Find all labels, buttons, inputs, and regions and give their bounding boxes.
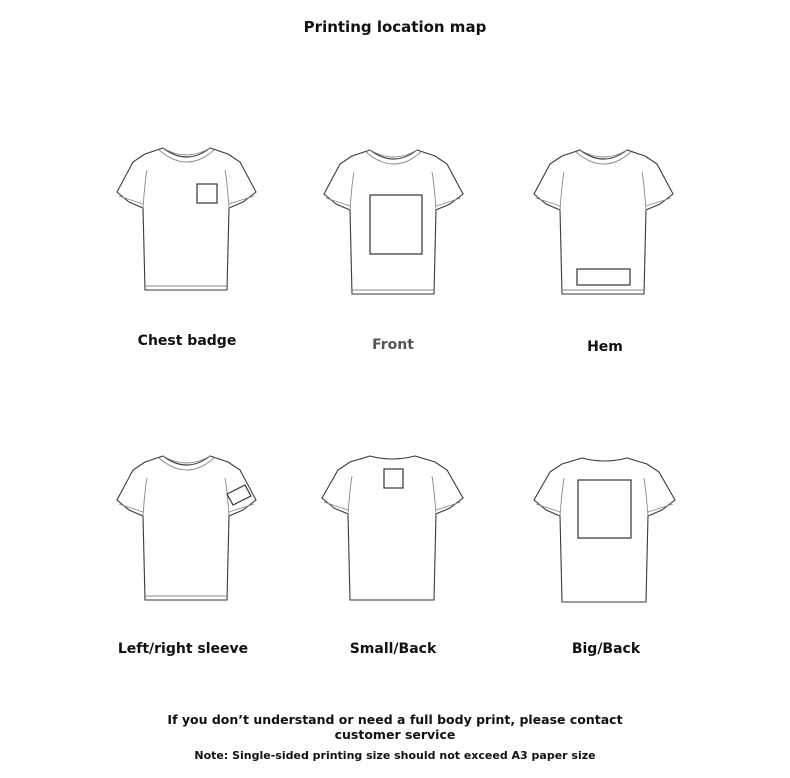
print-area-front [370, 195, 422, 254]
print-area-chest [197, 184, 217, 203]
shirt-big-back [532, 452, 677, 612]
tshirt-front-icon [115, 448, 260, 608]
tshirt-back-icon [320, 450, 465, 610]
shirt-sleeve [115, 448, 260, 608]
label-big-back: Big/Back [571, 641, 641, 657]
label-hem: Hem [587, 339, 623, 355]
shirt-chest-badge [115, 140, 260, 300]
size-note: Note: Single-sided printing size should not exceed A3 paper size [194, 749, 596, 762]
shirt-hem [532, 142, 677, 302]
page-title: Printing location map [303, 18, 487, 36]
tshirt-back-icon [532, 452, 677, 612]
tshirt-front-icon [115, 140, 260, 300]
contact-notice [0, 712, 790, 742]
print-area-big-back [578, 480, 631, 538]
print-area-small-back [384, 469, 403, 488]
label-sleeve: Left/right sleeve [117, 641, 249, 657]
print-area-hem [577, 269, 630, 285]
shirt-small-back [320, 450, 465, 610]
label-chest-badge: Chest badge [137, 333, 237, 349]
label-small-back: Small/Back [349, 641, 437, 657]
tshirt-front-icon [532, 142, 677, 302]
contact-notice-line2: customer service [334, 727, 456, 742]
tshirt-front-icon [322, 142, 467, 302]
label-front: Front [372, 337, 414, 353]
shirt-front [322, 142, 467, 302]
contact-notice-line1: If you don’t understand or need a full body print, please contact [167, 712, 623, 727]
print-area-sleeve [227, 485, 251, 505]
